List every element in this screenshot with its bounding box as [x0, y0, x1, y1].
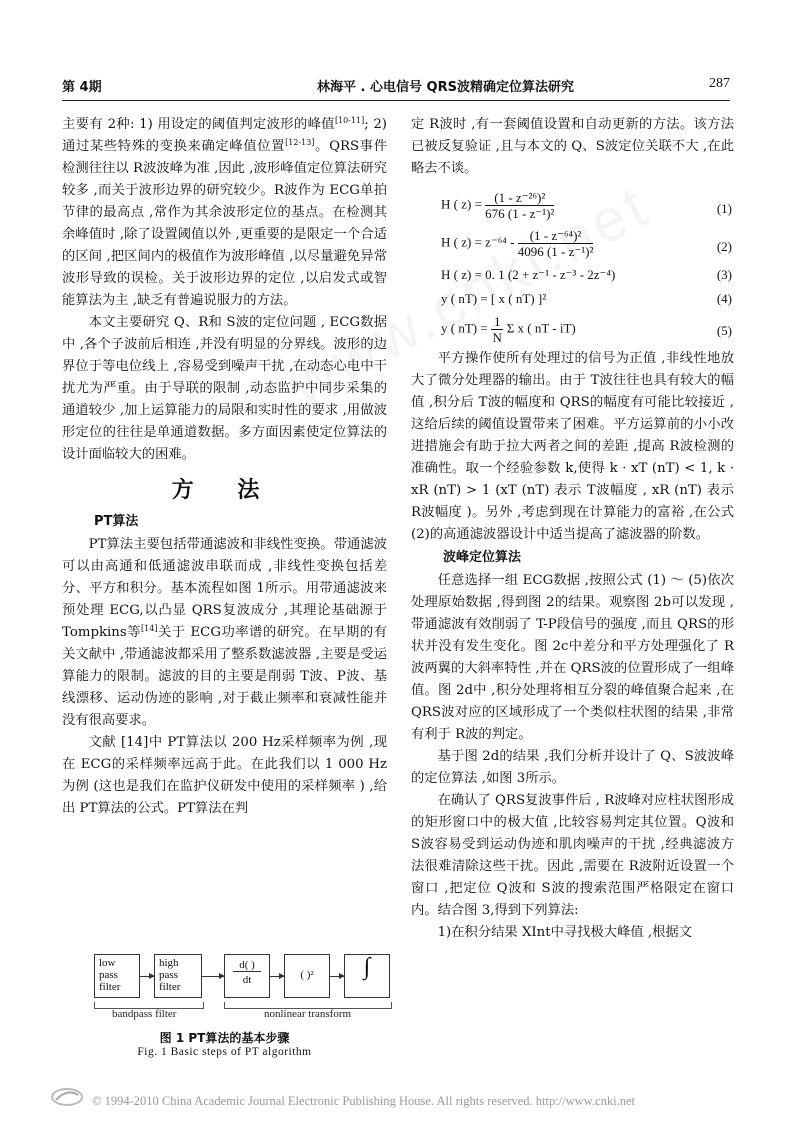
article-running-title: 林海平 . 心电信号 QRS波精确定位算法研究	[317, 80, 574, 95]
paragraph: 定 R波时 ,有一套阈值设置和自动更新的方法。该方法已被反复验证 ,且与本文的 Q、S波定位关联不大 ,在此略去不谈。	[411, 117, 734, 176]
arrow-icon	[330, 976, 344, 977]
citation: [12-13]	[285, 138, 315, 147]
paragraph: 文献 [14]中 PT算法以 200 Hz采样频率为例 ,现在 ECG的采样频率远高于此。在此我们以 1 000 Hz为例 (这也是我们在监护仪研发中使用的采样频率 ) ,给出 PT算法的公式。PT算法在判	[62, 735, 387, 816]
subsection-title: PT算法	[94, 514, 139, 529]
section-title: 方 法	[171, 477, 278, 503]
left-column	[62, 114, 387, 820]
running-header	[62, 76, 730, 98]
arrow-icon	[270, 976, 284, 977]
nonlinear-label: nonlinear transform	[264, 1008, 352, 1020]
square-box: ( )²	[284, 954, 330, 998]
equation-5: y ( nT) = $\frac{1}{N}$ Σ x ( nT - iT) (5)	[441, 314, 732, 345]
arrow-icon	[202, 976, 224, 977]
highpass-filter-box: high pass filter	[154, 954, 202, 998]
integral-box: ∫	[344, 954, 390, 998]
citation: [10-11]	[334, 116, 365, 125]
subsection-title: 波峰定位算法	[443, 550, 522, 565]
paragraph: 在确认了 QRS复波事件后 , R波峰对应柱状图形成的矩形窗口中的极大值 ,比较容易判定其位置。Q波和 S波容易受到运动伪迹和肌肉噪声的干扰 ,经典滤波方法很难清除这些干扰。因此 ,需要在 R波附近设置一个窗口 ,把定位 Q波和 S波的搜索范围严格限定在窗口内。结合图 3,得到下列算法:	[411, 793, 734, 918]
paragraph: 任意选择一组 ECG数据 ,按照公式 (1) ～ (5)依次处理原始数据 ,得到图 2的结果。观察图 2b可以发现 ,带通滤波有效削弱了 T-P段信号的强度 ,而且 QRS的形状并没有发生变化。图 2c中差分和平方处理强化了 R波两翼的大斜率特性 ,并在 QRS波的位置形成了一组峰值。图 2d中 ,积分处理将相互分裂的峰值聚合起来 ,在 QRS波对应的区域形成了一个类似柱状图的结果 ,非常有利于 R波的判定。	[411, 573, 734, 742]
right-column	[411, 114, 734, 944]
citation: [14]	[141, 624, 158, 633]
bandpass-label: bandpass filter	[112, 1008, 177, 1020]
page-number: 287	[709, 76, 730, 91]
paragraph: 本文主要研究 Q、R和 S波的定位问题 , ECG数据中 ,各个子波前后相连 ,并没有明显的分界线。波形的边界位于等电位线上 ,容易受到噪声干扰 ,在动态心电中干扰尤为严重。由于导联的限制 ,动态监护中同步采集的通道较少 ,加上运算能力的局限和实时性的要求 ,用做波形定位的往往是单通道数据。多方面因素使定位算法的设计面临较大的困难。	[62, 315, 387, 462]
publisher-logo-icon	[50, 1086, 84, 1108]
paragraph: 基于图 2d的结果 ,我们分析并设计了 Q、S波波峰的定位算法 ,如图 3所示。	[411, 749, 734, 786]
figure-caption-zh: 图 1 PT算法的基本步骤	[159, 1031, 290, 1045]
equation-2: H ( z) = z⁻⁶⁴ - $\frac{\text{(1 - z⁻⁶⁴)²}}{\text{4096 (1 - z⁻¹)²}}$ (2)	[441, 228, 732, 259]
copyright-footer: © 1994-2010 China Academic Journal Electronic Publishing House. All rights reserved. http://www.cnki.net	[92, 1094, 635, 1108]
equation-1: H ( z) = $\frac{\text{(1 - z⁻²⁶)²}}{\text{676 (1 - z⁻¹)²}}$ (1)	[441, 190, 732, 221]
arrow-icon	[140, 976, 154, 977]
equation-4: y ( nT) = [ x ( nT) ]² (4)	[441, 291, 732, 306]
derivative-box: d( ) dt	[224, 954, 270, 998]
paragraph: 1)在积分结果 XInt中寻找极大峰值 ,根据文	[437, 925, 692, 940]
lowpass-filter-box: low pass filter	[94, 954, 140, 998]
issue-label: 第 4期	[62, 80, 102, 95]
equation-3: H ( z) = 0. 1 (2 + z⁻¹ - z⁻³ - 2z⁻⁴) (3)	[441, 267, 732, 282]
header-rule	[62, 100, 730, 101]
paragraph: PT算法主要包括带通滤波和非线性变换。带通滤波可以由高通和低通滤波串联而成 ,非线性变换包括差分、平方和积分。基本流程如图 1所示。用带通滤波来预处理 ECG,以凸显 QRS复波成分 ,其理论基础源于 Tompkins等[14]关于 ECG功率谱的研究。在早期的有关文献中 ,带通滤波都采用了整系数滤波器 ,主要是受运算能力的限制。滤波的目的主要是削弱 T波、P波、基线漂移、运动伪迹的影响 ,对于截止频率和衰减性能并没有很高要求。	[62, 537, 387, 728]
paragraph: 平方操作使所有处理过的信号为正值 ,非线性地放大了微分处理器的输出。由于 T波往往也具有较大的幅值 ,积分后 T波的幅度和 QRS的幅度有可能比较接近 ,这给后续的阈值设置带来了困难。平方运算前的小小改进措施会有助于拉大两者之间的差距 ,提高 R波检测的准确性。取一个经验参数 k,使得 k · xT (nT) < 1, k · xR (nT) > 1 (xT (nT) 表示 T波幅度 , xR (nT) 表示 R波幅度 )。另外 ,考虑到现在计算能力的富裕 ,在公式 (2)的高通滤波器设计中适当提高了滤波器的阶数。	[411, 351, 734, 542]
paragraph: 主要有 2种: 1) 用设定的阈值判定波形的峰值[10-11]; 2) 通过某些特殊的变换来确定峰值位置[12-13]。QRS事件检测往往以 R波波峰为准 ,因此 ,波形峰值定位算法研究较多 ,而关于波形边界的研究较少。R波作为 ECG单拍节律的最高点 ,常作为其余波形定位的基点。在检测其余峰值时 ,除了设置阈值以外 ,更重要的是限定一个合适的区间 ,把区间内的极值作为波形峰值 ,以尽量避免异常波形导致的误检。关于波形边界的定位 ,以启发式或智能算法为主 ,缺乏有普遍说服力的方法。	[62, 116, 388, 308]
figure-1-block-diagram	[94, 948, 394, 1020]
figure-caption-en: Fig. 1 Basic steps of PT algorithm	[137, 1046, 312, 1058]
